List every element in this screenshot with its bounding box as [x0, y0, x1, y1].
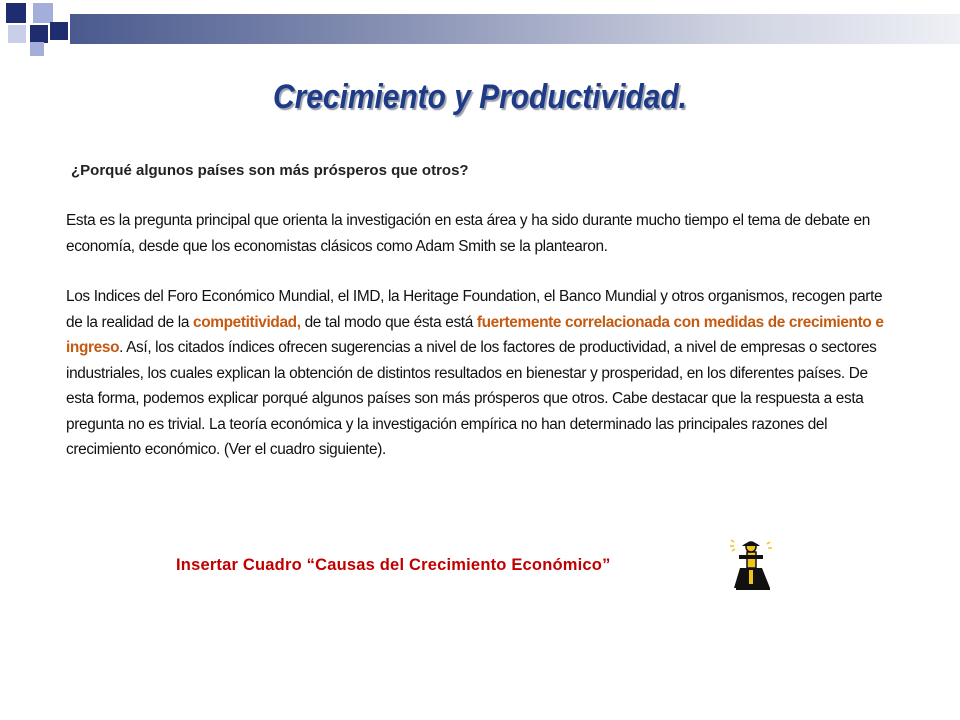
- construction-worker-clipart: [728, 534, 774, 590]
- highlight-correlacion: fuertemente correlacionada con medidas de crecimiento e ingreso: [66, 313, 884, 356]
- highlight-competitividad: competitividad,: [193, 313, 301, 331]
- paragraph-2-text-c: . Así, los citados índices ofrecen sugerencias a nivel de los factores de productividad, a nivel de empresas o sectores industriales, los cuales explican la obtención de distintos resultados en bienestar y prosperidad, en los diferentes países. De esta forma, podemos explicar porqué algunos países son más prósperos que otros. Cabe destacar que la respuesta a esta pregunta no es trivial. La teoría económica y la investigación empírica no han determinado las principales razones del crecimiento económico. (Ver el cuadro siguiente).: [66, 339, 877, 458]
- paragraph-2: [66, 284, 892, 463]
- header-gradient-bar: [70, 14, 960, 44]
- paragraph-2-text-b: de tal modo que ésta está: [300, 313, 477, 331]
- page-title: Crecimiento y Productividad.: [272, 78, 687, 116]
- paragraph-2-text-a: Los Indices del Foro Económico Mundial, el IMD, la Heritage Foundation, el Banco Mundial y otros organismos, recogen parte de la realidad de la: [66, 288, 883, 331]
- question-heading: ¿Porqué algunos países son más prósperos que otros?: [71, 162, 469, 179]
- paragraph-1: Esta es la pregunta principal que orienta la investigación en esta área y ha sido durante mucho tiempo el tema de debate en economía, desde que los economistas clásicos como Adam Smith se la plantearon.: [66, 212, 870, 255]
- insert-table-note: Insertar Cuadro “Causas del Crecimiento Económico”: [176, 556, 611, 574]
